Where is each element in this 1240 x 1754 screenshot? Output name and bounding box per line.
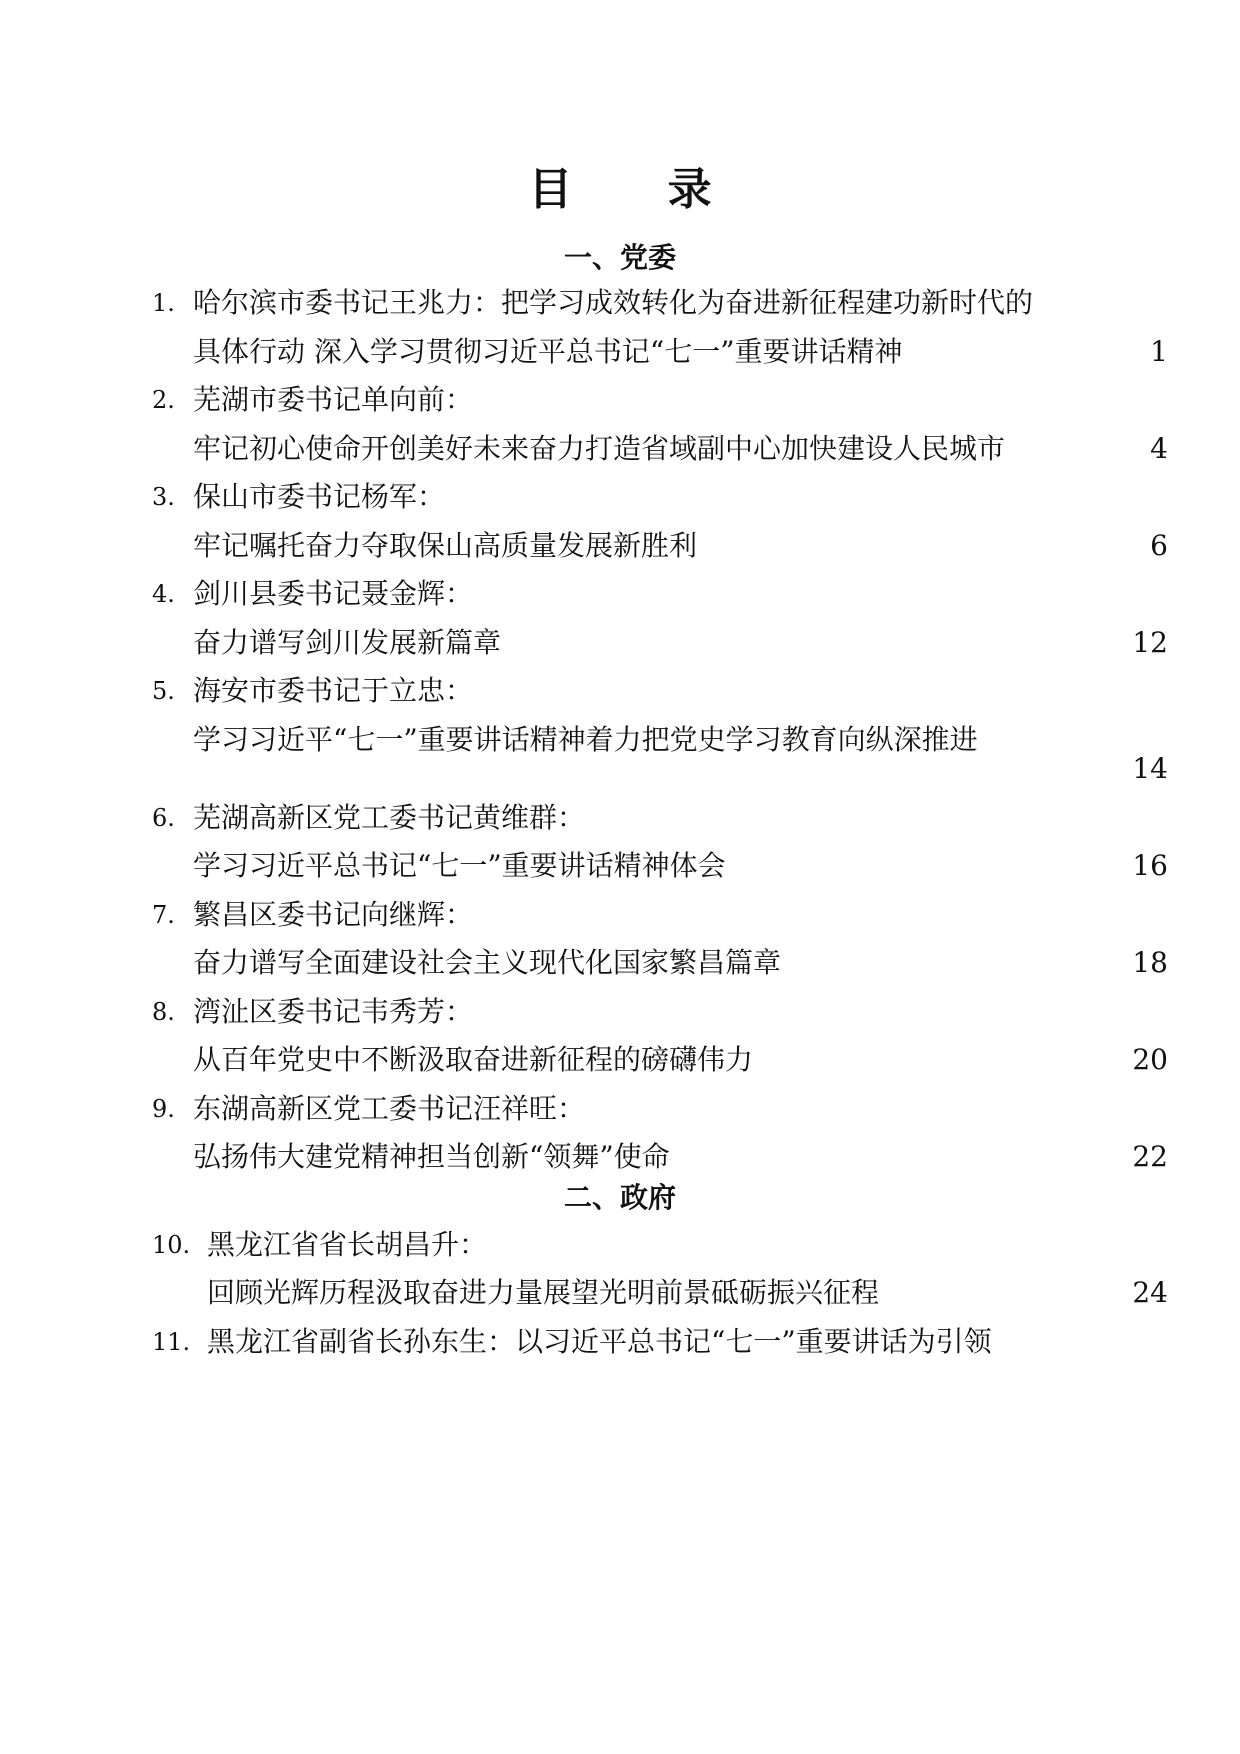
toc-entry-number: 10. bbox=[152, 1231, 191, 1259]
toc-entry-number: 3. bbox=[152, 483, 175, 511]
toc-entry-number: 8. bbox=[152, 998, 175, 1026]
toc-entry-line1: 湾沚区委书记韦秀芳： bbox=[193, 995, 474, 1028]
toc-entry-line1: 繁昌区委书记向继辉： bbox=[193, 898, 474, 931]
toc-entry-number: 7. bbox=[152, 901, 175, 929]
toc-entry-number: 2. bbox=[152, 386, 175, 414]
toc-entry-page-number: 12 bbox=[1132, 626, 1168, 659]
toc-entry-line2: 奋力谱写全面建设社会主义现代化国家繁昌篇章 bbox=[193, 946, 782, 979]
toc-entry-line2: 牢记初心使命开创美好未来奋力打造省域副中心加快建设人民城市 bbox=[193, 432, 1006, 465]
toc-entry-line2: 学习习近平“七一”重要讲话精神着力把党史学习教育向纵深推进 bbox=[193, 723, 978, 756]
toc-entry-line1: 保山市委书记杨军： bbox=[193, 480, 446, 513]
toc-entry-page-number: 1 bbox=[1150, 335, 1168, 368]
toc-entry-page-number: 18 bbox=[1132, 946, 1168, 979]
toc-entry-page-number: 20 bbox=[1132, 1043, 1168, 1076]
toc-entry-line2: 回顾光辉历程汲取奋进力量展望光明前景砥砺振兴征程 bbox=[207, 1276, 880, 1309]
toc-entry-number: 1. bbox=[152, 289, 175, 317]
toc-entry-line2: 牢记嘱托奋力夺取保山高质量发展新胜利 bbox=[193, 529, 698, 562]
toc-entry-number: 4. bbox=[152, 580, 175, 608]
toc-entry-number: 9. bbox=[152, 1095, 175, 1123]
toc-entry-number: 6. bbox=[152, 804, 175, 832]
toc-entry-number: 5. bbox=[152, 677, 175, 705]
toc-entry-line1: 海安市委书记于立忠： bbox=[193, 674, 474, 707]
toc-entry-line1: 哈尔滨市委书记王兆力：把学习成效转化为奋进新征程建功新时代的 bbox=[193, 286, 1034, 319]
toc-entry-page-number: 14 bbox=[1132, 752, 1168, 785]
toc-entry-line2: 具体行动 深入学习贯彻习近平总书记“七一”重要讲话精神 bbox=[193, 335, 903, 368]
toc-entry-line1: 剑川县委书记聂金辉： bbox=[193, 577, 474, 610]
toc-entry-page-number: 24 bbox=[1132, 1276, 1168, 1309]
toc-entry-line1: 芜湖市委书记单向前： bbox=[193, 383, 474, 416]
toc-entry-line2: 学习习近平总书记“七一”重要讲话精神体会 bbox=[193, 849, 726, 882]
toc-entry-line2: 弘扬伟大建党精神担当创新“领舞”使命 bbox=[193, 1140, 670, 1173]
toc-entry-line1: 黑龙江省副省长孙东生：以习近平总书记“七一”重要讲话为引领 bbox=[207, 1325, 992, 1358]
section-heading-government: 二、政府 bbox=[563, 1181, 676, 1214]
toc-entry-number: 11. bbox=[152, 1328, 191, 1356]
toc-entry-page-number: 16 bbox=[1132, 849, 1168, 882]
toc-entry-line2: 从百年党史中不断汲取奋进新征程的磅礴伟力 bbox=[193, 1043, 754, 1076]
page-title: 目 录 bbox=[528, 164, 752, 215]
toc-entry-page-number: 22 bbox=[1132, 1140, 1168, 1173]
section-heading-party-committee: 一、党委 bbox=[563, 241, 676, 274]
toc-entry-line1: 芜湖高新区党工委书记黄维群： bbox=[193, 801, 586, 834]
toc-entry-page-number: 4 bbox=[1150, 432, 1168, 465]
toc-entry-line1: 东湖高新区党工委书记汪祥旺： bbox=[193, 1092, 586, 1125]
toc-entry-line2: 奋力谱写剑川发展新篇章 bbox=[193, 626, 502, 659]
toc-entry-line1: 黑龙江省省长胡昌升： bbox=[207, 1228, 488, 1261]
toc-entry-page-number: 6 bbox=[1150, 529, 1168, 562]
